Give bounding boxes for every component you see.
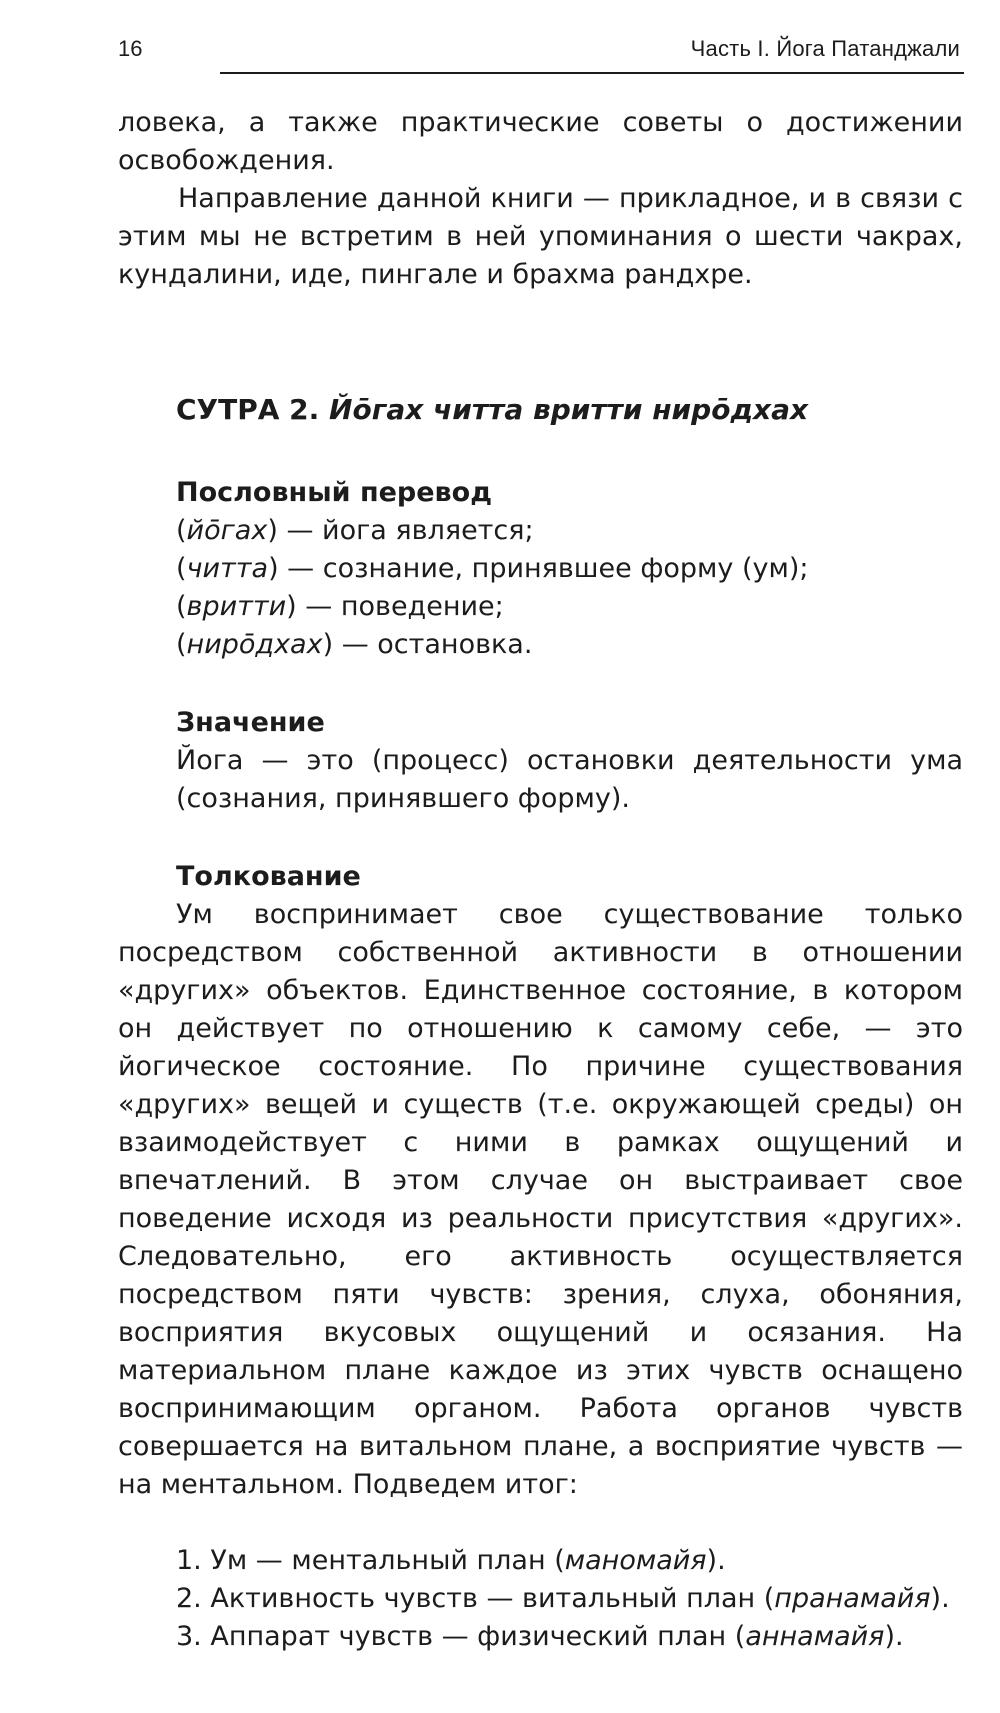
intro-paragraph: Направление данной книги — прикладное, и в связи с этим мы не встретим в ней упоминания о шести чакрах, кундалини, иде, пингале и брахма рандхре. [118, 183, 963, 290]
intro-paragraph-continued: ловека, а также практические советы о достижении освобождения. [118, 107, 963, 176]
summary-end: ). [706, 1545, 726, 1576]
page-number: 16 [118, 36, 143, 61]
page-content [118, 104, 963, 1656]
translation-line: (нирōдхах) — остановка. [176, 629, 533, 660]
translation-term: нирōдхах [186, 629, 323, 660]
header-rule [220, 72, 964, 74]
summary-text: Аппарат чувств — физический план ( [210, 1621, 746, 1652]
translation-meaning: остановка. [377, 629, 533, 660]
summary-number: 3. [176, 1621, 202, 1652]
meaning-text: Йога — это (процесс) остановки деятельности ума (сознания, принявшего форму). [176, 745, 963, 814]
translation-line: (читта) — сознание, принявшее форму (ум); [176, 553, 809, 584]
summary-item [176, 1618, 963, 1656]
interpretation-title: Толкование [176, 861, 361, 892]
summary-term: пранамайя [774, 1583, 931, 1614]
running-title: Часть I. Йога Патанджали [690, 36, 960, 61]
sutra-label: СУТРА 2. [176, 393, 320, 426]
meaning-title: Значение [176, 707, 325, 738]
translation-term: йōгах [186, 515, 268, 546]
summary-end: ). [884, 1621, 904, 1652]
translation-title: Пословный перевод [176, 477, 492, 508]
interpretation-title-wrap [176, 858, 963, 896]
interpretation-text: Ум воспринимает свое существование только посредством собственной активности в отношении «других» объектов. Единственное состояние, в котором он действует по отношению к самому себе, — это йогическое состояние. По причине существования «других» вещей и существ (т.е. окружающей среды) он взаимодействует с ними в рамках ощущений и впечатлений. В этом случае он выстраивает свое поведение исходя из реальности присутствия «других». Следовательно, его активность осуществляется посредством пяти чувств: зрения, слуха, обоняния, восприятия вкусовых ощущений и осязания. На материальном плане каждое из этих чувств оснащено воспринимающим органом. Работа органов чувств совершается на витальном плане, а восприятие чувств — на ментальном. Подведем итог: [118, 899, 963, 1500]
translation-meaning: поведение; [340, 591, 504, 622]
translation-term: вритти [186, 591, 287, 622]
summary-end: ). [930, 1583, 950, 1614]
sutra-sanskrit: Йōгах читта вритти нирōдхах [329, 393, 809, 426]
summary-item [176, 1542, 963, 1580]
summary-term: маномайя [564, 1545, 707, 1576]
translation-line: (вритти) — поведение; [176, 591, 504, 622]
sutra-heading [176, 390, 963, 430]
summary-text: Ум — ментальный план ( [210, 1545, 565, 1576]
summary-number: 2. [176, 1583, 202, 1614]
translation-term: читта [186, 553, 269, 584]
translation-meaning: сознание, принявшее форму (ум); [322, 553, 809, 584]
summary-term: аннамайя [745, 1621, 885, 1652]
summary-item [176, 1580, 963, 1618]
meaning-section [176, 704, 963, 818]
summary-text: Активность чувств — витальный план ( [210, 1583, 775, 1614]
summary-list [176, 1542, 963, 1656]
translation-line: (йōгах) — йога является; [176, 515, 534, 546]
translation-section [176, 474, 963, 664]
summary-number: 1. [176, 1545, 202, 1576]
translation-meaning: йога является; [322, 515, 534, 546]
